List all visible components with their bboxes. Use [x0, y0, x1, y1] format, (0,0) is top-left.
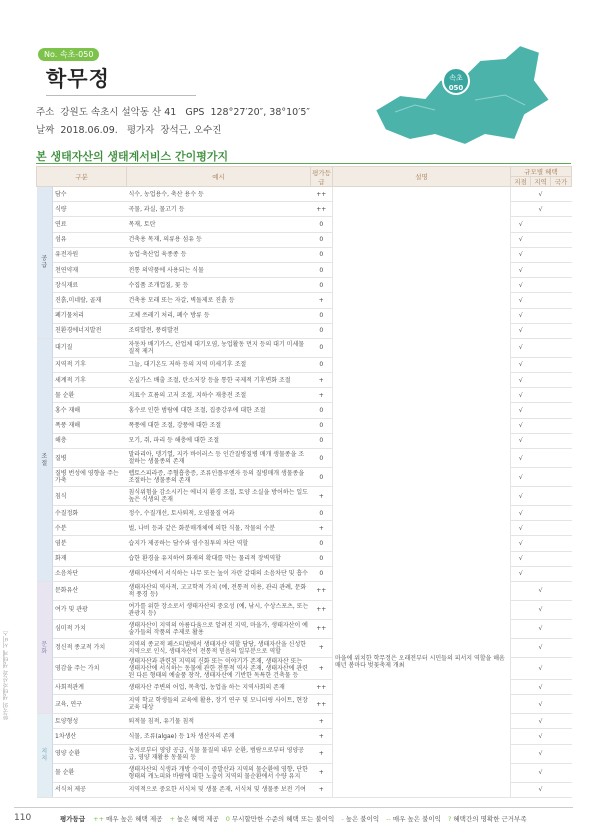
scale-spot-check: √: [511, 293, 531, 308]
scale-region-check: [531, 357, 551, 372]
service-item: 화재: [53, 551, 127, 566]
scale-spot-check: √: [511, 308, 531, 323]
date-value: 2018.06.09.: [60, 125, 118, 136]
grade-value: +: [311, 782, 333, 797]
service-item: 홍수 재해: [53, 403, 127, 418]
scale-region-check: √: [531, 782, 551, 797]
service-item: 대기질: [53, 338, 127, 357]
legend-text: 매우 높은 불이익: [392, 815, 441, 823]
service-example: 그늘, 대기온도 저하 등의 지역 미세기후 조절: [127, 357, 311, 372]
scale-nation-check: [551, 679, 572, 694]
table-row: [37, 187, 572, 202]
service-example: 건축용 모래 또는 자갈, 벽돌제로 진흙 등: [127, 293, 311, 308]
scale-spot-check: [511, 187, 531, 202]
scale-spot-check: [511, 782, 531, 797]
grade-value: 0: [311, 566, 333, 581]
service-item: 물 순환: [53, 388, 127, 403]
scale-nation-check: [551, 468, 572, 487]
scale-region-check: √: [531, 679, 551, 694]
service-example: 목재, 토탄: [127, 217, 311, 232]
scale-nation-check: [551, 536, 572, 551]
service-item: 소음차단: [53, 566, 127, 581]
service-item: 1차생산: [53, 729, 127, 744]
scale-nation-check: [551, 695, 572, 714]
header-example: 예시: [127, 167, 311, 187]
grade-value: 0: [311, 433, 333, 448]
category-cell: 공급: [37, 187, 53, 339]
service-example: 렙토스피라증, 주혈흡충증, 조류인플루엔자 등의 질병매개 생물종을 조절하는 생물종의 존재: [127, 468, 311, 487]
header-spot: 지점: [511, 177, 531, 187]
grade-value: 0: [311, 278, 333, 293]
grade-value: ++: [311, 202, 333, 217]
scale-region-check: [531, 293, 551, 308]
service-item: 염분: [53, 536, 127, 551]
date-label: 날짜: [36, 125, 55, 136]
service-example: 자동차 배기가스, 산업체 대기오염, 농업활동 먼지 등의 대기 미세물질적 제거: [127, 338, 311, 357]
scale-nation-check: [551, 729, 572, 744]
scale-spot-check: [511, 714, 531, 729]
legend-text: 혜택간의 명확한 근거부족: [453, 815, 527, 823]
scale-region-check: [531, 338, 551, 357]
grade-value: ++: [311, 619, 333, 638]
service-item: 교육, 연구: [53, 695, 127, 714]
service-example: 생태자산의 역사적, 고고학적 가치 (예, 전통적 이용, 관리 관례, 문화적 풍경 등): [127, 581, 311, 600]
grade-value: +: [311, 521, 333, 536]
scale-region-check: √: [531, 695, 551, 714]
footer-divider: [14, 807, 573, 808]
service-example: 농업·축산업 육종종 등: [127, 247, 311, 262]
service-item: 영감을 주는 가치: [53, 657, 127, 679]
grade-value: +: [311, 763, 333, 782]
scale-spot-check: [511, 695, 531, 714]
service-item: 담수: [53, 187, 127, 202]
legend-item: [93, 815, 162, 823]
scale-spot-check: √: [511, 262, 531, 277]
scale-spot-check: [511, 202, 531, 217]
scale-spot-check: √: [511, 506, 531, 521]
scale-nation-check: [551, 600, 572, 619]
service-example: 모기, 쥐, 파리 등 해충에 대한 조절: [127, 433, 311, 448]
legend-item: [386, 815, 441, 823]
scale-spot-check: √: [511, 278, 531, 293]
scale-nation-check: [551, 619, 572, 638]
service-example: 곡물, 과실, 물고기 등: [127, 202, 311, 217]
scale-spot-check: √: [511, 418, 531, 433]
scale-nation-check: [551, 506, 572, 521]
service-item: 질병 번성에 영향을 주는 가축: [53, 468, 127, 487]
grade-value: 0: [311, 403, 333, 418]
region-map-icon: [355, 40, 555, 150]
service-item: 친환경에너지발전: [53, 323, 127, 338]
explanation-cell: [333, 187, 511, 798]
service-item: 지역적 기후: [53, 357, 127, 372]
scale-spot-check: √: [511, 373, 531, 388]
service-example: 정수, 수질개선, 토사퇴적, 오염물질 여과: [127, 506, 311, 521]
scale-region-check: [531, 418, 551, 433]
service-example: 전통 의약품에 사용되는 식물: [127, 262, 311, 277]
service-item: 물 순환: [53, 763, 127, 782]
scale-region-check: [531, 551, 551, 566]
service-item: 천연약재: [53, 262, 127, 277]
book-spine-title: 한국의 생태자산과 생태계 서비스: [3, 630, 10, 720]
service-example: 생태자산 주변의 어업, 목축업, 농업을 하는 지역사회의 존재: [127, 679, 311, 694]
scale-nation-check: [551, 338, 572, 357]
service-item: 폐기물처리: [53, 308, 127, 323]
service-example: 퇴적물 침적, 유기물 침적: [127, 714, 311, 729]
service-example: 온실가스 배출 조절, 탄소저장 등을 통한 국제적 기후변화 조절: [127, 373, 311, 388]
map-location-pin-icon: 속초 050: [442, 67, 470, 95]
scale-region-check: [531, 536, 551, 551]
service-item: 영양 순환: [53, 744, 127, 763]
scale-spot-check: √: [511, 338, 531, 357]
scale-spot-check: √: [511, 566, 531, 581]
scale-region-check: √: [531, 638, 551, 657]
service-item: 식량: [53, 202, 127, 217]
scale-nation-check: [551, 782, 572, 797]
grade-value: ++: [311, 600, 333, 619]
legend-symbol: ++: [93, 815, 105, 823]
scale-nation-check: [551, 657, 572, 679]
service-item: 진흙,미네랄, 골재: [53, 293, 127, 308]
scale-nation-check: [551, 551, 572, 566]
legend-text: 높은 불이익: [345, 815, 380, 823]
scale-region-check: [531, 278, 551, 293]
evaluation-table-body: [37, 187, 572, 798]
header-explanation: 설명: [333, 167, 511, 187]
section-divider: [36, 163, 571, 164]
scale-nation-check: [551, 308, 572, 323]
grade-legend: 평가등급 ++ 매우 높은 혜택 제공 + 높은 혜택 제공 0 무시할만한 수준의 혜택 또는 불이익 - 높은 불이익 -- 매우 높은 불이익 ? 혜택간의 명확한 근거부족: [60, 815, 527, 823]
legend-symbol: +: [169, 815, 175, 823]
gps-label: GPS: [185, 107, 205, 118]
legend-text: 무시할만한 수준의 혜택 또는 불이익: [231, 815, 335, 823]
legend-item: [226, 815, 335, 823]
scale-region-check: √: [531, 619, 551, 638]
survey-meta: [36, 122, 227, 136]
service-example: 생태자산에서 서식하는 나무 또는 높이 자란 갈대의 소음차단 및 흡수: [127, 566, 311, 581]
scale-nation-check: [551, 714, 572, 729]
scale-nation-check: [551, 202, 572, 217]
service-example: 지역 학교 학생들의 교육에 활용, 장기 연구 및 모니터링 사이트, 현장교육 대상: [127, 695, 311, 714]
service-item: 해충: [53, 433, 127, 448]
service-example: 생태자산이 지역의 아름다움으로 알려진 지역, 마을가, 생태자산이 예술가들의 작품의 주제로 활용: [127, 619, 311, 638]
header-scale: 규모별 혜택: [511, 167, 572, 177]
service-example: 벌, 나비 등과 같은 화분매개체에 의한 식물, 작물의 수분: [127, 521, 311, 536]
legend-symbol: 0: [225, 815, 230, 823]
service-example: 생태자산과 관련된 지역의 신화 또는 이야기가 존재, 생태자산 또는 생태자산에 서식하는 동물에 관한 전통적 역사 존재, 생태자산에 관련된 다른 형태의 예술품 창작, 생태자산에 기반한 독특한 건축물 등: [127, 657, 311, 679]
scale-spot-check: [511, 638, 531, 657]
grade-value: 0: [311, 536, 333, 551]
service-example: 조력발전, 풍력발전: [127, 323, 311, 338]
service-item: 서식처 제공: [53, 782, 127, 797]
service-example: 습지가 제공하는 담수와 염수침투의 차단 역할: [127, 536, 311, 551]
service-item: 문화유산: [53, 581, 127, 600]
service-example: 건축용 목재, 의류용 섬유 등: [127, 232, 311, 247]
service-example: 침식위험을 감소시키는 에너지 환경 조절, 토양 소실을 방어하는 일도 높은 식생의 존재: [127, 487, 311, 506]
scale-region-check: √: [531, 600, 551, 619]
grade-value: 0: [311, 506, 333, 521]
service-item: 여가 및 관광: [53, 600, 127, 619]
grade-value: +: [311, 373, 333, 388]
grade-value: +: [311, 714, 333, 729]
service-item: 폭풍 재해: [53, 418, 127, 433]
header-region: 지역: [531, 177, 551, 187]
section-title: 본 생태자산의 생태계서비스 간이평가지: [36, 150, 229, 163]
grade-value: 0: [311, 232, 333, 247]
scale-spot-check: √: [511, 232, 531, 247]
scale-spot-check: [511, 600, 531, 619]
scale-region-check: √: [531, 714, 551, 729]
service-example: 고체 쓰레기 처리, 폐수 방류 등: [127, 308, 311, 323]
evaluation-table: [36, 166, 572, 798]
scale-spot-check: [511, 763, 531, 782]
grade-value: 0: [311, 217, 333, 232]
scale-nation-check: [551, 262, 572, 277]
service-example: 폭풍에 대한 조절, 강풍에 대한 조절: [127, 418, 311, 433]
legend-item: [341, 815, 379, 823]
evaluator-label: 평가자: [126, 125, 155, 136]
header-group: 구분: [37, 167, 127, 187]
scale-spot-check: √: [511, 247, 531, 262]
scale-region-check: [531, 506, 551, 521]
header-nation: 국가: [551, 177, 572, 187]
scale-nation-check: [551, 293, 572, 308]
scale-region-check: [531, 449, 551, 468]
scale-nation-check: [551, 744, 572, 763]
scale-region-check: √: [531, 729, 551, 744]
service-item: 질병: [53, 449, 127, 468]
header-grade: 평가등급: [312, 168, 331, 186]
scale-spot-check: [511, 729, 531, 744]
scale-region-check: [531, 323, 551, 338]
explanation-text: 마을에 위치한 학무정은 오래전부터 시민들의 피서지 역할을 해옴 매년 봄마다 벚꽃축제 개최: [335, 654, 505, 669]
page-number: 110: [14, 813, 32, 823]
scale-region-check: [531, 247, 551, 262]
scale-spot-check: √: [511, 551, 531, 566]
scale-region-check: [531, 388, 551, 403]
scale-region-check: [531, 403, 551, 418]
service-example: 말라리아, 뎅기열, 지카 바이러스 등 인간질병질병 매개 생물종을 조절하는 생물종의 존재: [127, 449, 311, 468]
scale-nation-check: [551, 278, 572, 293]
service-example: 수집품 조개껍질, 꽃 등: [127, 278, 311, 293]
scale-spot-check: √: [511, 388, 531, 403]
service-item: 정신적 종교적 가치: [53, 638, 127, 657]
legend-text: 높은 혜택 제공: [176, 815, 219, 823]
scale-region-check: √: [531, 202, 551, 217]
grade-value: 0: [311, 308, 333, 323]
category-cell: 문화: [37, 581, 53, 713]
scale-spot-check: √: [511, 433, 531, 448]
scale-spot-check: [511, 619, 531, 638]
scale-region-check: √: [531, 657, 551, 679]
scale-spot-check: √: [511, 487, 531, 506]
scale-nation-check: [551, 763, 572, 782]
scale-spot-check: √: [511, 468, 531, 487]
address-label: 주소: [36, 107, 55, 118]
grade-value: 0: [311, 468, 333, 487]
scale-spot-check: √: [511, 357, 531, 372]
scale-spot-check: √: [511, 521, 531, 536]
scale-nation-check: [551, 638, 572, 657]
scale-spot-check: √: [511, 536, 531, 551]
evaluator-value: 장석근, 오수진: [160, 125, 222, 136]
scale-nation-check: [551, 247, 572, 262]
scale-region-check: [531, 232, 551, 247]
grade-value: 0: [311, 247, 333, 262]
grade-value: ++: [311, 581, 333, 600]
page-title: 학무정: [46, 67, 110, 91]
scale-nation-check: [551, 433, 572, 448]
scale-nation-check: [551, 357, 572, 372]
service-example: 홍수로 인한 범람에 대한 조절, 집중강우에 대한 조절: [127, 403, 311, 418]
scale-region-check: [531, 487, 551, 506]
grade-value: 0: [311, 338, 333, 357]
scale-nation-check: [551, 323, 572, 338]
grade-value: +: [311, 388, 333, 403]
scale-spot-check: √: [511, 403, 531, 418]
scale-region-check: √: [531, 744, 551, 763]
scale-nation-check: [551, 449, 572, 468]
grade-value: 0: [311, 449, 333, 468]
service-item: 심미적 가치: [53, 619, 127, 638]
grade-value: ++: [311, 679, 333, 694]
grade-value: 0: [311, 262, 333, 277]
legend-symbol: --: [386, 815, 391, 823]
scale-spot-check: √: [511, 449, 531, 468]
title-divider: [46, 95, 196, 96]
service-item: 섬유: [53, 232, 127, 247]
scale-region-check: [531, 433, 551, 448]
service-item: 세계적 기후: [53, 373, 127, 388]
scale-region-check: √: [531, 763, 551, 782]
grade-value: +: [311, 657, 333, 679]
scale-nation-check: [551, 403, 572, 418]
scale-nation-check: [551, 418, 572, 433]
scale-region-check: [531, 373, 551, 388]
scale-nation-check: [551, 232, 572, 247]
grade-value: +: [311, 729, 333, 744]
scale-region-check: √: [531, 581, 551, 600]
scale-nation-check: [551, 187, 572, 202]
scale-region-check: [531, 468, 551, 487]
location-meta: [36, 104, 316, 118]
service-item: 수분: [53, 521, 127, 536]
scale-spot-check: [511, 744, 531, 763]
service-item: 침식: [53, 487, 127, 506]
scale-region-check: [531, 308, 551, 323]
service-item: 연료: [53, 217, 127, 232]
legend-item: [169, 815, 218, 823]
gps-value: 128°27′20″, 38°10′5″: [210, 107, 310, 118]
service-item: 사회적관계: [53, 679, 127, 694]
service-example: 지표수 흐름의 고저 조절, 지하수 재충전 조절: [127, 388, 311, 403]
service-example: 지역적으로 중요한 서식처 및 생물 존재, 서식처 및 생물종 보전 기여: [127, 782, 311, 797]
scale-nation-check: [551, 217, 572, 232]
service-item: 수질정화: [53, 506, 127, 521]
service-item: 유전자원: [53, 247, 127, 262]
grade-value: +: [311, 744, 333, 763]
scale-nation-check: [551, 373, 572, 388]
scale-nation-check: [551, 521, 572, 536]
scale-spot-check: [511, 657, 531, 679]
service-example: 식물, 조류(algae) 등 1차 생산자의 존재: [127, 729, 311, 744]
grade-value: +: [311, 487, 333, 506]
service-example: 지역의 종교적 페스티벌에서 생태자산 역할 담당, 생태자산을 신성한 지역으로 인식, 생태자산이 전통적 믿음의 일부분으로 역할: [127, 638, 311, 657]
scale-nation-check: [551, 566, 572, 581]
scale-region-check: [531, 217, 551, 232]
legend-symbol: ?: [447, 815, 452, 823]
service-example: 생태자산의 식생과 개방 수역이 증발산과 지역의 물순환에 영향, 단한 형태의 캐노피와 바람에 대한 노출이 지역의 물순환에서 수량 유지: [127, 763, 311, 782]
grade-value: 0: [311, 418, 333, 433]
grade-value: 0: [311, 357, 333, 372]
legend-item: [448, 815, 527, 823]
grade-value: +: [311, 638, 333, 657]
legend-text: 매우 높은 혜택 제공: [106, 815, 163, 823]
service-item: 토양형성: [53, 714, 127, 729]
scale-spot-check: [511, 581, 531, 600]
service-item: 장식재료: [53, 278, 127, 293]
scale-spot-check: √: [511, 323, 531, 338]
site-id-badge: No. 속초-050: [38, 48, 99, 61]
scale-nation-check: [551, 388, 572, 403]
service-example: 식수, 농업용수, 축산 용수 등: [127, 187, 311, 202]
service-example: 여가를 위한 장소로서 생태자산의 중요성 (예, 낚시, 수상스포츠, 또는 관광지 등): [127, 600, 311, 619]
scale-spot-check: [511, 679, 531, 694]
grade-value: +: [311, 293, 333, 308]
scale-region-check: [531, 566, 551, 581]
service-example: 농지로부터 영양 공급, 식물 물질의 내부 순환, 범람으로부터 영양공급, 영양 재활용 동물의 등: [127, 744, 311, 763]
scale-region-check: [531, 262, 551, 277]
scale-region-check: [531, 521, 551, 536]
legend-symbol: -: [341, 815, 344, 823]
service-example: 습한 환경을 유지하여 화재의 확대를 막는 물리적 장벽역할: [127, 551, 311, 566]
category-cell: 조절: [37, 338, 53, 581]
grade-value: ++: [311, 695, 333, 714]
grade-value: ++: [311, 187, 333, 202]
address-value: 강원도 속초시 설악동 산 41: [60, 107, 177, 118]
scale-nation-check: [551, 487, 572, 506]
grade-value: 0: [311, 551, 333, 566]
scale-spot-check: √: [511, 217, 531, 232]
scale-region-check: √: [531, 187, 551, 202]
category-cell: 지지: [37, 714, 53, 798]
scale-nation-check: [551, 581, 572, 600]
grade-value: 0: [311, 323, 333, 338]
